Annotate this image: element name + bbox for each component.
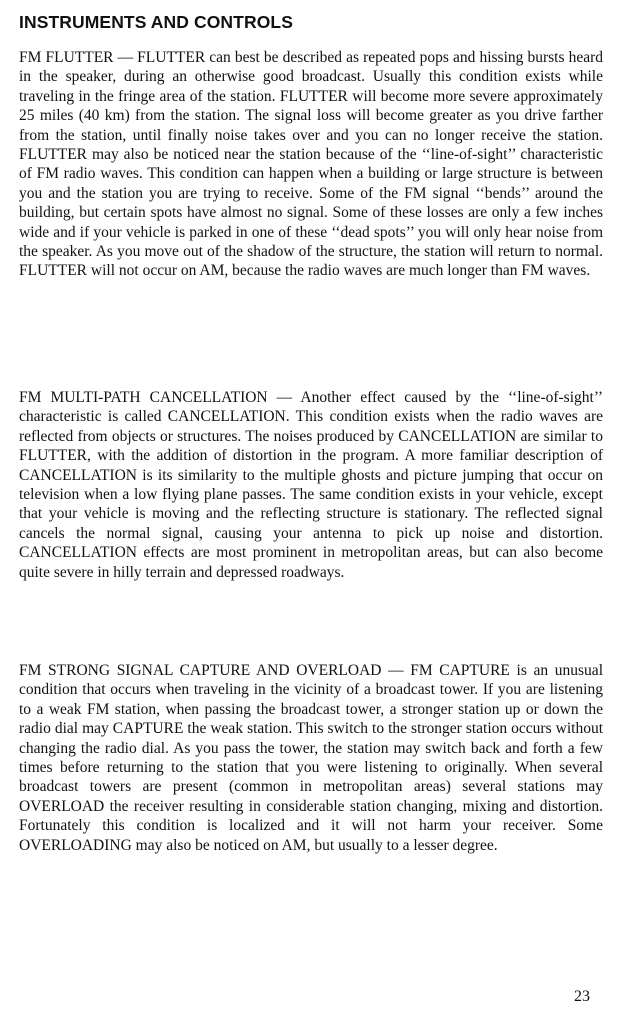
page-heading: INSTRUMENTS AND CONTROLS <box>19 12 293 32</box>
paragraph-fm-multipath-cancellation: FM MULTI-PATH CANCELLATION — Another effect caused by the ‘‘line-of-sight’’ characteristic is called CANCELLATION. This condition exists when the radio waves are reflected from objects or structures. The noises produced by CANCELLATION are similar to FLUTTER, with the addition of distortion in the program. A more familiar description of CANCELLATION is its similarity to the multiple ghosts and picture jumping that occur on television when a low flying plane passes. The same condition exists in your vehicle, except that your vehicle is moving and the reflecting structure is stationary. The reflected signal cancels the normal signal, causing your antenna to pick up noise and distortion. CANCELLATION effects are most prominent in metropolitan areas, but can also become quite severe in hilly terrain and depressed roadways. <box>19 389 603 581</box>
section-fm-flutter <box>19 48 603 281</box>
section-fm-multipath-cancellation <box>19 388 603 582</box>
paragraph-fm-capture-overload: FM STRONG SIGNAL CAPTURE AND OVERLOAD — FM CAPTURE is an unusual condition that occurs when traveling in the vicinity of a broadcast tower. If you are listening to a weak FM station, when passing the broadcast tower, a stronger station up or down the radio dial may CAPTURE the weak station. This switch to the stronger station occurs without changing the radio dial. As you pass the tower, the station may switch back and forth a few times before returning to the station that you were listening to originally. When several broadcast towers are present (common in metropolitan areas) several stations may OVERLOAD the receiver resulting in considerable station changing, mixing and distortion. Fortunately this condition is localized and it will not harm your receiver. Some OVERLOADING may also be noticed on AM, but usually to a lesser degree. <box>19 662 603 854</box>
page-number: 23 <box>574 988 590 1005</box>
paragraph-fm-flutter: FM FLUTTER — FLUTTER can best be described as repeated pops and hissing bursts heard in the speaker, during an otherwise good broadcast. Usually this condition exists while traveling in the fringe area of the station. FLUTTER will become more severe approximately 25 miles (40 km) from the station. The signal loss will become greater as you drive farther from the station, until finally noise takes over and you can no longer receive the station. FLUTTER may also be noticed near the station because of the ‘‘line-of-sight’’ characteristic of FM radio waves. This condition can happen when a building or large structure is between you and the station you are trying to receive. Some of the FM signal ‘‘bends’’ around the building, but certain spots have almost no signal. Some of these losses are only a few inches wide and if your vehicle is parked in one of these ‘‘dead spots’’ you will only hear noise from the speaker. As you move out of the shadow of the structure, the station will return to normal. FLUTTER will not occur on AM, because the radio waves are much longer than FM waves. <box>19 49 603 280</box>
section-fm-capture-overload <box>19 661 603 855</box>
